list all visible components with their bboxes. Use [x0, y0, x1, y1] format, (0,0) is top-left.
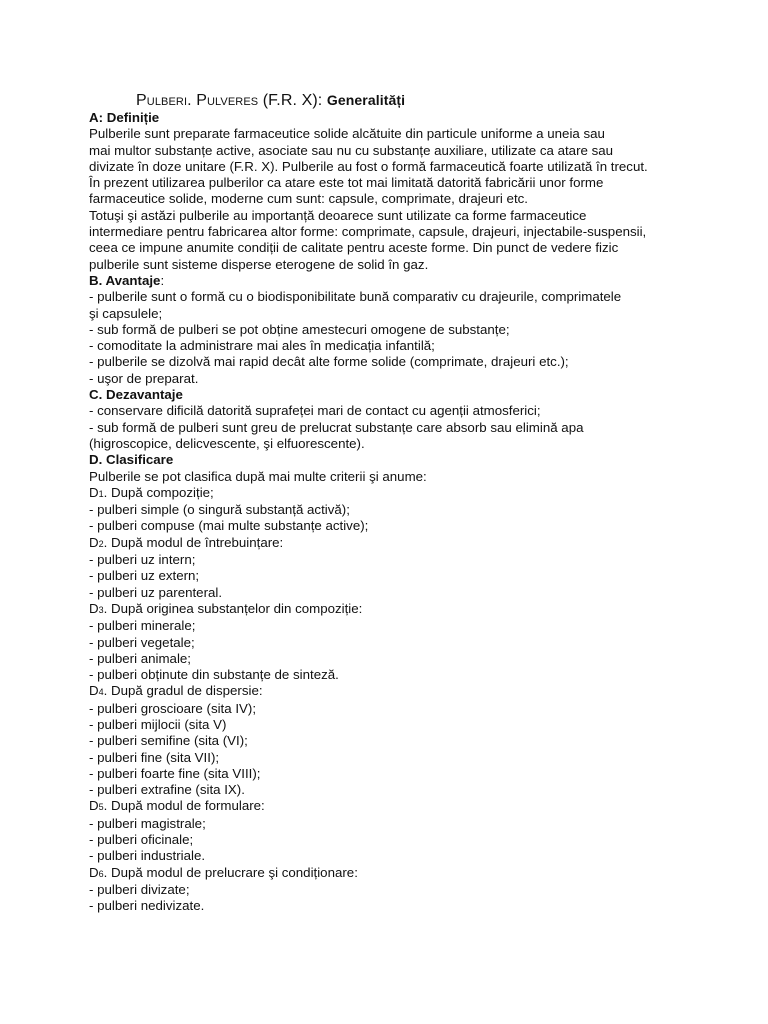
list-item: - pulberi nedivizate.: [89, 898, 205, 914]
criterion-letter: D: [89, 864, 99, 880]
list-item: - pulberi industriale.: [89, 848, 206, 864]
criterion-letter: D: [89, 600, 99, 616]
paragraph-line: mai multor substanțe active, asociate sau nu cu substanțe auxiliare, utilizate ca atare sau: [89, 142, 614, 158]
list-item: - pulberi foarte fine (sita VIII);: [89, 765, 261, 781]
section-heading: [89, 273, 759, 289]
criterion-title: [89, 798, 759, 815]
criterion-number: 6: [98, 868, 104, 879]
criterion-letter: D: [89, 484, 99, 500]
criterion-letter: D: [89, 683, 99, 699]
section-heading: C. Dezavantaje: [89, 387, 183, 403]
section-advantages: [89, 273, 759, 387]
criterion-number: 1: [98, 488, 104, 499]
criterion-title: [89, 601, 759, 618]
title-part-1: Pulberi.: [136, 92, 192, 109]
section-heading: D. Clasificare: [89, 452, 174, 468]
criterion-letter: D: [89, 798, 99, 814]
paragraph-line: ceea ce impune anumite condiții de calitate pentru aceste forme. Din punct de vedere fizic: [89, 240, 619, 256]
list-item: - pulberi uz intern;: [89, 552, 196, 568]
section-heading: A: Definiție: [89, 110, 160, 125]
list-item: - pulberi groscioare (sita IV);: [89, 700, 257, 716]
list-item: - pulberi vegetale;: [89, 634, 195, 650]
list-item: - pulberi fine (sita VII);: [89, 749, 220, 765]
list-item: - pulberi extrafine (sita IX).: [89, 782, 245, 798]
criterion-text: . După originea substanțelor din compoziție:: [103, 600, 363, 616]
list-item: - pulberi uz parenteral.: [89, 584, 223, 600]
list-item: - uşor de preparat.: [89, 370, 199, 386]
list-item: - pulberi simple (o singură substanță activă);: [89, 502, 350, 518]
section-classification: [89, 452, 759, 914]
list-item: - pulberi divizate;: [89, 881, 190, 897]
list-item: - pulberi magistrale;: [89, 815, 206, 831]
criterion-number: 5: [98, 802, 104, 813]
criterion-title: [89, 535, 759, 552]
list-item: - pulberi obținute din substanțe de sinteză.: [89, 667, 339, 683]
list-item: - comoditate la administrare mai ales în medicația infantilă;: [89, 338, 435, 354]
list-item: - pulberile sunt o formă cu o biodisponibilitate bună comparativ cu drajeurile, comprimatele: [89, 289, 622, 305]
criterion-title: [89, 683, 759, 700]
criterion-number: 4: [98, 687, 104, 698]
list-item: - pulberi semifine (sita (VI);: [89, 733, 248, 749]
paragraph-line: Totuşi şi astăzi pulberile au importanță deoarece sunt utilizate ca forme farmaceutice: [89, 207, 587, 223]
list-item: - pulberi compuse (mai multe substanțe active);: [89, 518, 369, 534]
criterion-text: . După modul de întrebuințare:: [103, 534, 284, 550]
document-body: [89, 110, 759, 915]
criterion-number: 3: [98, 604, 104, 615]
criterion-number: 2: [98, 538, 104, 549]
criterion-text: . După compoziție;: [103, 484, 214, 500]
title-part-2: Pulveres (F.R. X):: [196, 92, 323, 109]
criterion-text: . După modul de prelucrare şi condiționare:: [103, 864, 358, 880]
paragraph-line: pulberile sunt sisteme disperse eterogene de solid în gaz.: [89, 256, 429, 272]
paragraph-line: Pulberile sunt preparate farmaceutice solide alcătuite din particule uniforme a uneia sau: [89, 126, 605, 142]
list-item: - sub formă de pulberi se pot obține amestecuri omogene de substanțe;: [89, 321, 510, 337]
document-title: [136, 92, 405, 110]
list-item: - pulberi uz extern;: [89, 568, 200, 584]
heading-colon: :: [160, 272, 165, 288]
list-item: - pulberi oficinale;: [89, 832, 194, 848]
section-heading-text: B. Avantaje: [89, 272, 161, 288]
list-item: - conservare dificilă datorită suprafeței mari de contact cu agenții atmosferici;: [89, 403, 541, 419]
paragraph-line: intermediare pentru fabricarea altor forme: comprimate, capsule, drajeuri, injectabile-suspensii,: [89, 224, 647, 240]
criterion-title: [89, 485, 759, 502]
paragraph-line: farmaceutice solide, moderne cum sunt: capsule, comprimate, drajeuri etc.: [89, 191, 528, 207]
criterion-title: [89, 865, 759, 882]
paragraph-line: În prezent utilizarea pulberilor ca atare este tot mai limitată datorită fabricării unor forme: [89, 175, 604, 191]
criterion-letter: D: [89, 534, 99, 550]
section-intro: Pulberile se pot clasifica după mai multe criterii şi anume:: [89, 468, 427, 484]
list-item: - pulberi animale;: [89, 650, 191, 666]
list-item: şi capsulele;: [89, 305, 163, 321]
section-disadvantages: [89, 387, 759, 452]
criterion-text: . După gradul de dispersie:: [103, 683, 263, 699]
list-item: - pulberi minerale;: [89, 618, 196, 634]
list-item: - pulberile se dizolvă mai rapid decât alte forme solide (comprimate, drajeuri etc.);: [89, 354, 569, 370]
list-item: (higroscopice, delicvescente, şi elfuorescente).: [89, 435, 365, 451]
title-part-3: Generalități: [326, 92, 406, 108]
list-item: - pulberi mijlocii (sita V): [89, 716, 227, 732]
paragraph-line: divizate în doze unitare (F.R. X). Pulberile au fost o formă farmaceutică foarte utilizată în trecut.: [89, 158, 648, 174]
list-item: - sub formă de pulberi sunt greu de prelucrat substanțe care absorb sau elimină apa: [89, 419, 584, 435]
criterion-text: . După modul de formulare:: [103, 798, 265, 814]
section-definition: [89, 110, 759, 273]
